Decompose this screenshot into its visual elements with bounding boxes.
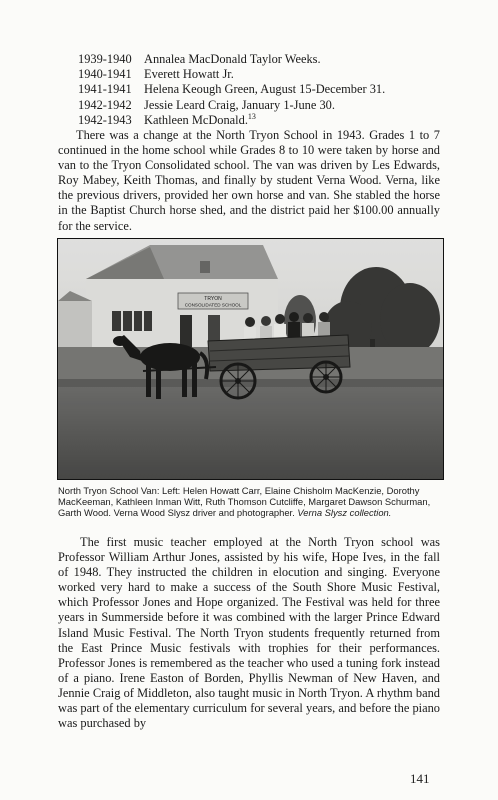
teacher-years: 1939-1940: [78, 52, 132, 66]
footnote-marker: 13: [247, 111, 256, 121]
teacher-row: [78, 82, 385, 97]
teacher-name: Helena Keough Green, August 15-December 31.: [144, 82, 386, 97]
teacher-row: [78, 98, 385, 113]
sign-line-2: CONSOLIDATED SCHOOL: [184, 302, 242, 308]
teacher-years: 1941-1941: [78, 82, 132, 97]
paragraph-text: There was a change at the North Tryon School in 1943. Grades 1 to 7 continued in the home school while Grades 8 to 10 were taken by horse and van to the Tryon Consolidated school. The van was driven by Les Edwards, Roy Mabey, Keith Thomas, and finally by student Verna Wood. Verna, like the previous drivers, provided her own horse and van. She stabled the horse in the Baptist Church horse shed, and the district paid her $100.00 annually for the service.: [58, 128, 440, 233]
teacher-years: 1942-1942: [78, 97, 132, 112]
teacher-years: 1942-1943: [78, 112, 132, 127]
teacher-row: [78, 67, 385, 82]
teacher-name: Jessie Leard Craig, January 1-June 30.: [144, 97, 335, 112]
teacher-name: Everett Howatt Jr.: [144, 67, 234, 82]
caption-credit: Verna Slysz collection.: [297, 507, 392, 519]
paragraph-school-van: [58, 128, 440, 234]
teacher-row: [78, 52, 385, 67]
caption-text: North Tryon School Van: Left: Helen Howatt Carr, Elaine Chisholm MacKenzie, Dorothy MacKeeman, Kathleen Inman Witt, Ruth Thomson Cutcliffe, Margaret Dawson Schurman, Garth Wood. Verna Wood Slysz driver and photographer.: [58, 485, 431, 519]
sign-line-1: TRYON: [204, 296, 222, 302]
paragraph-music-teacher: The first music teacher employed at the North Tryon school was Professor William Arthur Jones, assisted by his wife, Hope Ives, in the fall of 1948. They instructed the children in elocution and singing. Everyone worked very hard to make a success of the South Shore Music Festival, which Professor Jones and Hope organized. The Festival was held for three years in Summerside before it was combined with the larger Prince Edward Island Music Festival. The North Tryon students frequently returned from the East Prince Music festivals with trophies for their performances. Professor Jones is remembered as the teacher who used a tuning fork instead of a piano. Irene Easton of Borden, Phyllis Newman of New Haven, and Jennie Craig of Middleton, also taught music in North Tryon. A rhythm band was part of the elementary curriculum for several years, and before the piano was purchased by: [58, 535, 440, 731]
school-van-photo: [57, 238, 444, 480]
school-van-photo-illustration: [58, 239, 443, 479]
teacher-years: 1940-1941: [78, 67, 132, 82]
page-number: 141: [410, 771, 430, 786]
teacher-list: [78, 52, 385, 128]
teacher-name: Kathleen McDonald.: [144, 112, 248, 127]
teacher-name: Annalea MacDonald Taylor Weeks.: [144, 52, 321, 66]
photo-caption: [58, 485, 442, 519]
teacher-row: [78, 113, 385, 128]
